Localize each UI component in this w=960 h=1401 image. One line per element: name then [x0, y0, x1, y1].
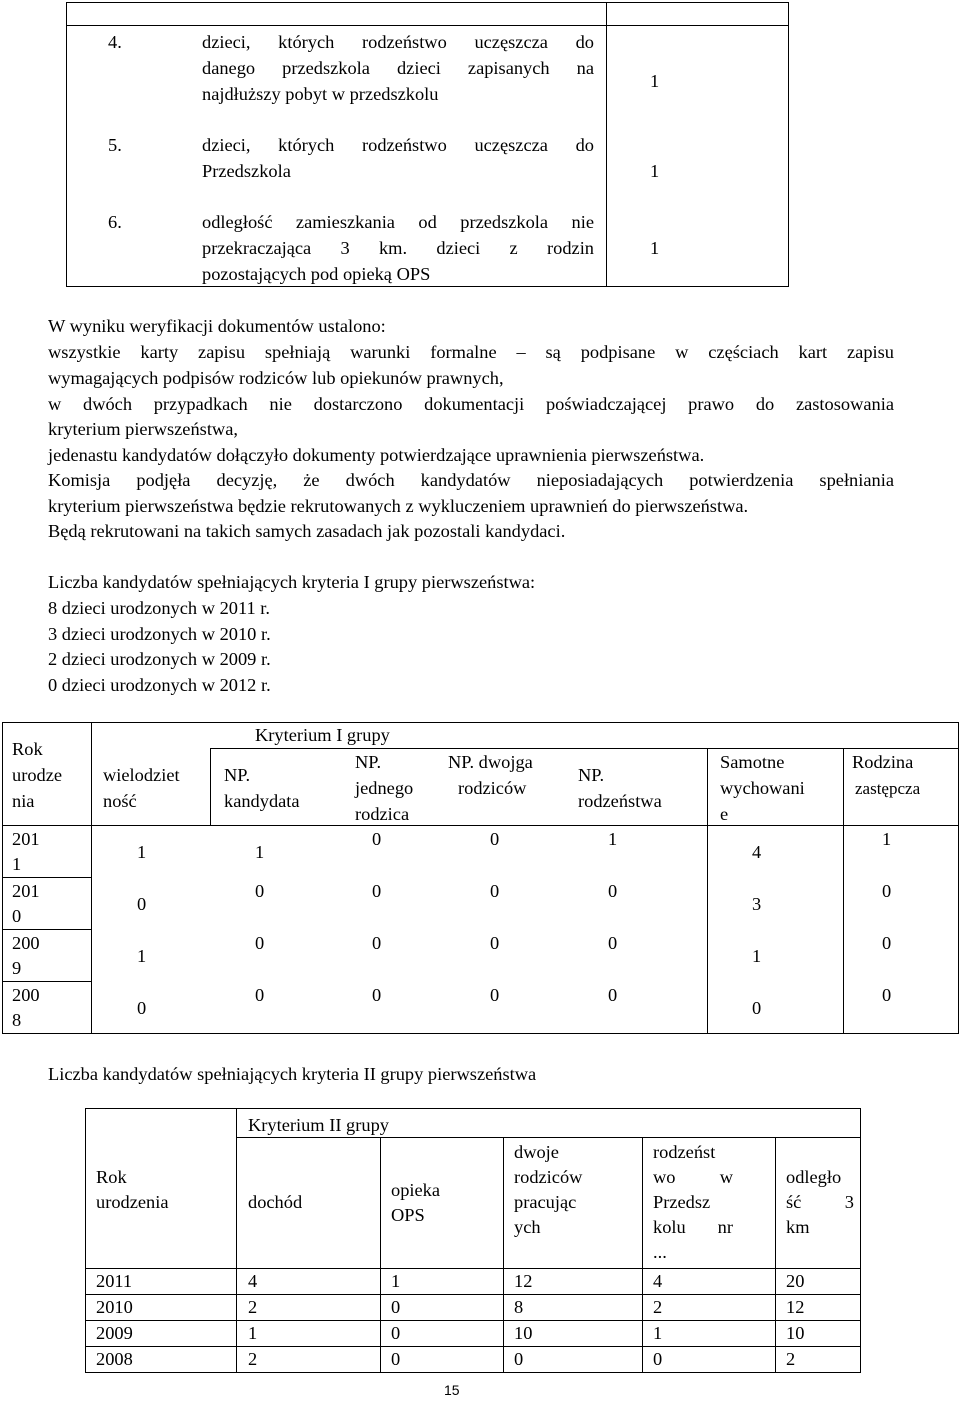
criteria-row-number: 4. — [108, 32, 122, 52]
group2-col-header: km — [786, 1217, 810, 1237]
group1-year-cell: 200 — [12, 933, 40, 953]
group1-row-line — [2, 825, 959, 826]
group2-col-header: kolu nr — [653, 1217, 733, 1237]
group1-col-sep — [210, 748, 211, 825]
group2-col-header: wo w — [653, 1167, 733, 1187]
group2-row-line — [85, 1268, 861, 1269]
criteria-row-points: 1 — [650, 238, 660, 258]
group2-cell: 0 — [391, 1349, 401, 1369]
criteria-table-header-line — [66, 25, 789, 26]
group1-value: 0 — [255, 881, 265, 901]
group1-value: 0 — [490, 881, 500, 901]
group1-year-cell: 200 — [12, 985, 40, 1005]
group1-value: 1 — [137, 842, 147, 862]
group2-cell: 8 — [514, 1297, 524, 1317]
group2-col-header: urodzenia — [96, 1192, 169, 1212]
group1-summary-line: 2 dzieci urodzonych w 2009 r. — [48, 649, 271, 669]
group1-value: 0 — [608, 985, 618, 1005]
page-number: 15 — [444, 1382, 460, 1398]
group2-col-header: Rok — [96, 1167, 127, 1187]
group2-cell: 2011 — [96, 1271, 133, 1291]
group1-year-cell: 9 — [12, 958, 22, 978]
group2-col-header: odległo — [786, 1167, 842, 1187]
group1-col-header: jednego — [355, 778, 414, 798]
group1-title: Kryterium I grupy — [255, 725, 390, 745]
criteria-row-text: dzieci, których rodzeństwo uczęszcza do — [202, 135, 594, 155]
group1-col-header: NP. dwojga — [448, 752, 533, 772]
group1-value: 0 — [372, 881, 382, 901]
group1-value: 4 — [752, 842, 762, 862]
group1-col-header: wielodziet — [103, 765, 180, 785]
criteria-row-points: 1 — [650, 71, 660, 91]
group1-value: 0 — [137, 894, 147, 914]
criteria-row-number: 5. — [108, 135, 122, 155]
group1-summary-line: 3 dzieci urodzonych w 2010 r. — [48, 624, 271, 644]
group2-col-sep — [503, 1137, 504, 1373]
group1-summary-line: Liczba kandydatów spełniających kryteria I grupy pierwszeństwa: — [48, 572, 536, 592]
criteria-table-border-top — [66, 2, 789, 3]
verification-line: Będą rekrutowani na takich samych zasadach jak pozostali kandydaci. — [48, 521, 566, 541]
verification-line: kryterium pierwszeństwa, — [48, 419, 238, 439]
group1-value: 0 — [137, 998, 147, 1018]
criteria-row-text: Przedszkola — [202, 161, 291, 181]
group1-col-header: wychowani — [720, 778, 805, 798]
group1-value: 0 — [372, 829, 382, 849]
group2-cell: 0 — [514, 1349, 524, 1369]
group2-col-header: Przedsz — [653, 1192, 711, 1212]
group2-cell: 20 — [786, 1271, 805, 1291]
group1-header-line — [210, 748, 959, 749]
group1-value: 0 — [372, 985, 382, 1005]
group1-col-header: rodzeństwa — [578, 791, 662, 811]
group2-cell: 2008 — [96, 1349, 133, 1369]
group2-cell: 4 — [653, 1271, 663, 1291]
group1-value: 0 — [490, 985, 500, 1005]
group1-value: 1 — [255, 842, 265, 862]
group1-value: 0 — [255, 985, 265, 1005]
verification-line: wszystkie karty zapisu spełniają warunki formalne – są podpisane w częściach kart zapisu — [48, 342, 894, 362]
group2-row-line — [85, 1294, 861, 1295]
group1-value: 0 — [608, 933, 618, 953]
group1-col-header: rodzica — [355, 804, 410, 824]
group2-cell: 10 — [786, 1323, 805, 1343]
verification-line: kryterium pierwszeństwa będzie rekrutowanych z wykluczeniem uprawnień do pierwszeństwa. — [48, 496, 749, 516]
group2-col-header: opieka — [391, 1180, 441, 1200]
group1-summary-line: 8 dzieci urodzonych w 2011 r. — [48, 598, 270, 618]
group1-col-sep — [707, 748, 708, 1034]
group2-col-sep — [236, 1108, 237, 1373]
group2-cell: 2 — [786, 1349, 796, 1369]
group1-col-header: NP. — [578, 765, 605, 785]
group2-col-header: pracując — [514, 1192, 577, 1212]
group1-value: 0 — [608, 881, 618, 901]
criteria-row-text: najdłuższy pobyt w przedszkolu — [202, 84, 439, 104]
criteria-row-text: pozostających pod opieką OPS — [202, 264, 431, 284]
group1-col-header: NP. — [224, 765, 251, 785]
group2-col-sep — [380, 1137, 381, 1373]
group2-col-header: ść 3 — [786, 1192, 854, 1212]
criteria-table-border-mid — [606, 2, 607, 286]
group1-col-header: NP. — [355, 752, 382, 772]
group2-cell: 2 — [653, 1297, 663, 1317]
verification-line: wymagających podpisów rodziców lub opiekunów prawnych, — [48, 368, 504, 388]
group2-col-sep — [775, 1137, 776, 1373]
group2-summary: Liczba kandydatów spełniających kryteria II grupy pierwszeństwa — [48, 1064, 537, 1084]
group2-cell: 1 — [248, 1323, 258, 1343]
group1-summary-line: 0 dzieci urodzonych w 2012 r. — [48, 675, 271, 695]
verification-line: jedenastu kandydatów dołączyło dokumenty potwierdzające uprawnienia pierwszeństwa. — [48, 445, 705, 465]
group2-cell: 0 — [391, 1297, 401, 1317]
group2-col-header: rodziców — [514, 1167, 583, 1187]
group2-col-header: dochód — [248, 1192, 303, 1212]
group2-frame — [85, 1108, 861, 1373]
group1-row-line — [2, 981, 92, 982]
group1-value: 1 — [608, 829, 618, 849]
criteria-row-text: przekraczająca 3 km. dzieci z rodzin — [202, 238, 594, 258]
group1-year-header: urodze — [12, 765, 63, 785]
criteria-table-border-left — [66, 2, 67, 286]
group1-row-line — [2, 877, 92, 878]
criteria-row-text: danego przedszkola dzieci zapisanych na — [202, 58, 594, 78]
group2-cell: 1 — [653, 1323, 663, 1343]
criteria-table-border-right — [788, 2, 789, 286]
group1-value: 1 — [752, 946, 762, 966]
criteria-row-text: dzieci, których rodzeństwo uczęszcza do — [202, 32, 594, 52]
group1-col-header: kandydata — [224, 791, 300, 811]
group1-value: 0 — [490, 933, 500, 953]
group1-col-sep — [843, 748, 844, 1034]
group2-col-header: ych — [514, 1217, 541, 1237]
group2-cell: 2009 — [96, 1323, 133, 1343]
group2-cell: 2010 — [96, 1297, 133, 1317]
group1-value: 3 — [752, 894, 762, 914]
group1-year-cell: 0 — [12, 906, 22, 926]
group1-col-header: e — [720, 804, 729, 824]
group2-title: Kryterium II grupy — [248, 1115, 389, 1135]
group2-cell: 0 — [391, 1323, 401, 1343]
group1-year-header: nia — [12, 791, 35, 811]
group2-cell: 0 — [653, 1349, 663, 1369]
verification-line: w dwóch przypadkach nie dostarczono dokumentacji poświadczającej prawo do zastosowania — [48, 394, 894, 414]
verification-line: W wyniku weryfikacji dokumentów ustalono: — [48, 316, 386, 336]
group2-cell: 2 — [248, 1297, 258, 1317]
group1-col-header: zastępcza — [855, 779, 921, 798]
group1-year-cell: 8 — [12, 1010, 22, 1030]
group1-col-header: Samotne — [720, 752, 785, 772]
group1-col-header: ność — [103, 791, 137, 811]
group1-row-line — [2, 929, 92, 930]
group2-cell: 12 — [786, 1297, 805, 1317]
group1-year-cell: 201 — [12, 881, 40, 901]
group1-year-cell: 1 — [12, 854, 22, 874]
verification-line: Komisja podjęła decyzję, że dwóch kandydatów nieposiadających potwierdzenia spełniania — [48, 470, 894, 490]
group2-col-header: rodzeńst — [653, 1142, 716, 1162]
group2-col-sep — [642, 1137, 643, 1373]
group1-col-header: rodziców — [458, 778, 527, 798]
group1-value: 0 — [752, 998, 762, 1018]
group1-year-header: Rok — [12, 739, 43, 759]
group2-cell: 4 — [248, 1271, 258, 1291]
group2-cell: 1 — [391, 1271, 401, 1291]
group1-value: 0 — [255, 933, 265, 953]
group1-col-header: Rodzina — [852, 752, 914, 772]
group1-value: 0 — [882, 881, 892, 901]
group2-col-header: OPS — [391, 1205, 425, 1225]
group1-value: 0 — [882, 933, 892, 953]
group1-value: 1 — [882, 829, 892, 849]
group1-value: 0 — [372, 933, 382, 953]
group2-cell: 10 — [514, 1323, 533, 1343]
group2-col-header: ... — [653, 1242, 667, 1262]
group2-cell: 12 — [514, 1271, 533, 1291]
group1-year-cell: 201 — [12, 829, 40, 849]
group2-cell: 2 — [248, 1349, 258, 1369]
criteria-row-text: odległość zamieszkania od przedszkola nie — [202, 212, 594, 232]
criteria-row-points: 1 — [650, 161, 660, 181]
group2-col-header: dwoje — [514, 1142, 559, 1162]
criteria-row-number: 6. — [108, 212, 122, 232]
group1-value: 0 — [490, 829, 500, 849]
group1-value: 1 — [137, 946, 147, 966]
group2-row-line — [85, 1346, 861, 1347]
group1-value: 0 — [882, 985, 892, 1005]
group2-row-line — [85, 1320, 861, 1321]
